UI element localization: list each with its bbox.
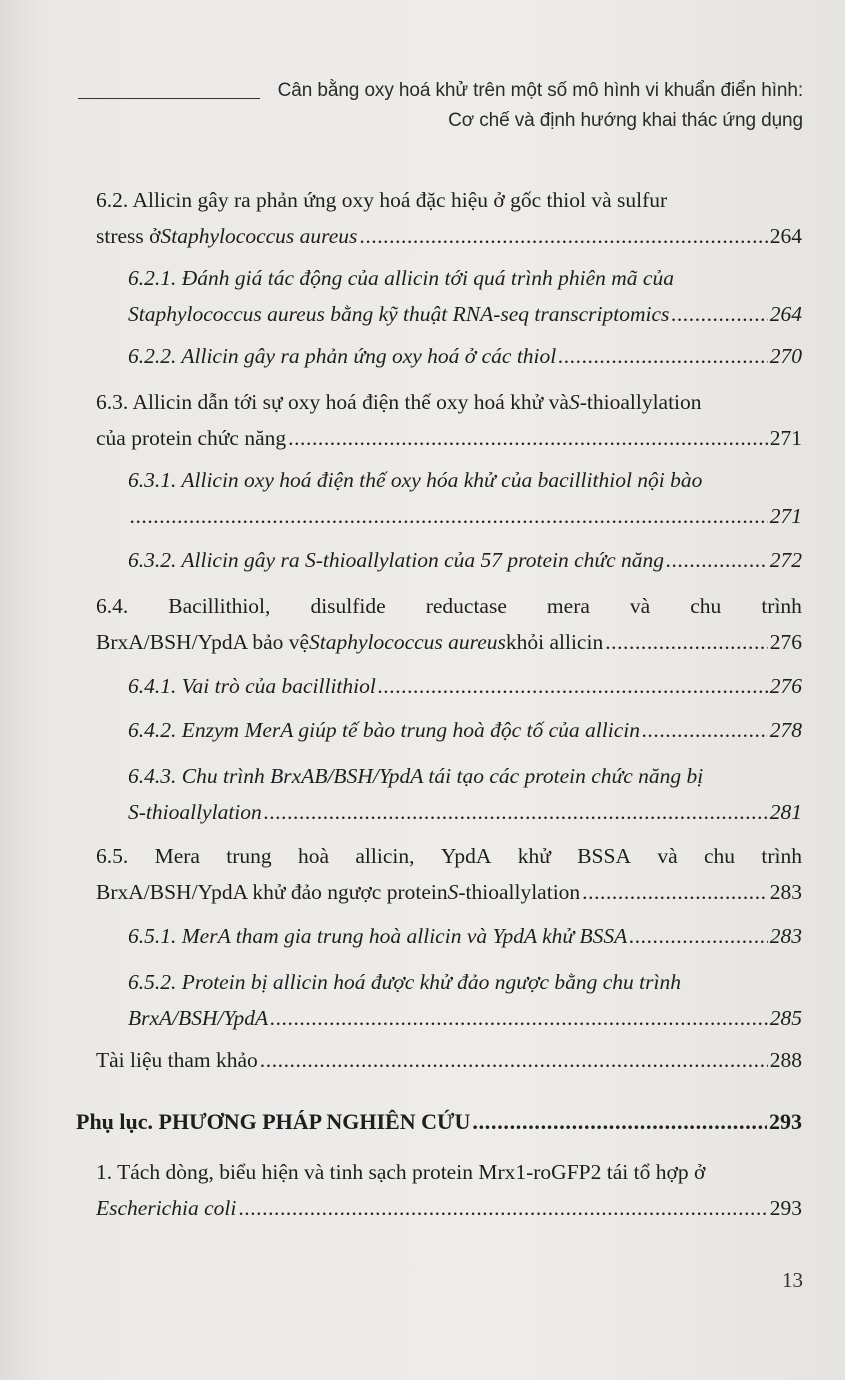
- header-title-line-1: Cân bằng oxy hoá khử trên một số mô hình vi khuẩn điển hình:: [277, 80, 803, 101]
- leader-dots: [264, 794, 768, 830]
- toc-line: [128, 498, 802, 534]
- toc-word: 6.4.: [96, 594, 129, 618]
- toc-line: [128, 1000, 802, 1036]
- toc-line: [128, 794, 802, 830]
- toc-page: 285: [769, 1006, 802, 1030]
- toc-word: chu: [703, 844, 736, 868]
- toc-species: Escherichia coli: [96, 1196, 237, 1220]
- leader-dots: [666, 542, 768, 578]
- toc-entry-appendix-1[interactable]: [96, 1154, 802, 1226]
- toc-entry-6-5[interactable]: [96, 838, 802, 910]
- toc-page: 293: [769, 1109, 802, 1134]
- toc-line: [128, 338, 802, 374]
- toc-page: 283: [769, 924, 802, 948]
- toc-line: [128, 542, 802, 578]
- toc-line: [128, 964, 802, 1000]
- toc-line: [96, 1154, 802, 1190]
- toc-line: [128, 918, 802, 954]
- leader-dots: [605, 624, 768, 660]
- toc-title-tail: khỏi allicin: [505, 630, 604, 654]
- toc-title-tail: -thioallylation: [579, 390, 702, 414]
- toc-page: 264: [769, 302, 802, 326]
- toc-word: Mera: [154, 844, 200, 868]
- toc-title: 6.5.1. MerA tham gia trung hoà allicin và YpdA khử BSSA: [128, 924, 628, 948]
- toc-page: 283: [769, 880, 802, 904]
- leader-dots: [378, 668, 768, 704]
- header-title-line-2: Cơ chế và định hướng khai thác ứng dụng: [448, 110, 803, 131]
- toc-line: [128, 260, 802, 296]
- toc-entry-6-4[interactable]: [96, 588, 802, 660]
- toc-word: 6.5.: [96, 844, 129, 868]
- toc-title-cont: Staphylococcus aureus bằng kỹ thuật RNA-seq transcriptomics: [128, 302, 670, 326]
- toc-entry-references[interactable]: [96, 1042, 802, 1078]
- toc-species: Staphylococcus aureus: [309, 630, 506, 654]
- toc-line: [128, 668, 802, 704]
- toc-entry-6-4-3[interactable]: [128, 758, 802, 830]
- toc-title: 6.3. Allicin dẫn tới sự oxy hoá điện thế oxy hoá khử và: [96, 390, 569, 414]
- toc-page: 264: [769, 224, 802, 248]
- toc-entry-6-3[interactable]: [96, 384, 802, 456]
- toc-word: BSSA: [577, 844, 632, 868]
- toc-word: và: [657, 844, 678, 868]
- toc-word: khử: [517, 844, 551, 868]
- toc-entry-6-3-1[interactable]: [128, 462, 802, 534]
- toc-line: [96, 874, 802, 910]
- toc-line: [96, 1042, 802, 1078]
- leader-dots: [359, 218, 767, 254]
- header-rule: [78, 98, 260, 99]
- toc-title-tail: -thioallylation: [458, 880, 581, 904]
- toc-line: [96, 420, 802, 456]
- toc-entry-6-5-1[interactable]: [128, 918, 802, 954]
- toc-word: mera: [546, 594, 590, 618]
- toc-title: 6.2. Allicin gây ra phản ứng oxy hoá đặc hiệu ở gốc thiol và sulfur: [96, 188, 668, 212]
- toc-line: [96, 624, 802, 660]
- toc-title: 6.2.1. Đánh giá tác động của allicin tới quá trình phiên mã của: [128, 266, 674, 290]
- toc-title: 6.3.1. Allicin oxy hoá điện thế oxy hóa khử của bacillithiol nội bào: [128, 468, 703, 492]
- leader-dots: [472, 1104, 767, 1140]
- toc-entry-6-4-1[interactable]: [128, 668, 802, 704]
- toc-word: Bacillithiol,: [168, 594, 271, 618]
- toc-line: [96, 182, 802, 218]
- toc-entry-6-2-2[interactable]: [128, 338, 802, 374]
- toc-title: 6.4.3. Chu trình BrxAB/BSH/YpdA tái tạo các protein chức năng bị: [128, 764, 704, 788]
- toc-page: 271: [769, 504, 802, 528]
- toc-word: trình: [761, 594, 802, 618]
- toc-page: 281: [769, 800, 802, 824]
- toc-page: 278: [769, 718, 802, 742]
- toc-page: 293: [769, 1196, 802, 1220]
- leader-dots: [671, 296, 767, 332]
- leader-dots: [130, 498, 768, 534]
- toc-title: 6.2.2. Allicin gây ra phản ứng oxy hoá ở các thiol: [128, 344, 557, 368]
- toc-title: 1. Tách dòng, biểu hiện và tinh sạch protein Mrx1-roGFP2 tái tổ hợp ở: [96, 1160, 706, 1184]
- toc-page: 276: [769, 630, 802, 654]
- toc-entry-6-3-2[interactable]: [128, 542, 802, 578]
- leader-dots: [260, 1042, 768, 1078]
- toc-entry-6-2[interactable]: [96, 182, 802, 254]
- toc-title-cont: S-thioallylation: [128, 800, 262, 824]
- toc-line-justified: [96, 588, 802, 624]
- toc-title: 6.5.2. Protein bị allicin hoá được khử đảo ngược bằng chu trình: [128, 970, 681, 994]
- leader-dots: [270, 1000, 768, 1036]
- toc-line: [128, 758, 802, 794]
- toc-title: Tài liệu tham khảo: [96, 1048, 258, 1072]
- toc-line: [96, 1190, 802, 1226]
- toc-species: Staphylococcus aureus: [160, 224, 358, 248]
- toc-title-cont: stress ở: [96, 224, 161, 248]
- toc-page: 270: [769, 344, 802, 368]
- toc-page: 288: [769, 1048, 802, 1072]
- toc-line: [128, 712, 802, 748]
- toc-title-cont: BrxA/BSH/YpdA: [128, 1006, 269, 1030]
- toc-title: 6.3.2. Allicin gây ra S-thioallylation của 57 protein chức năng: [128, 548, 665, 572]
- toc-word: YpdA: [440, 844, 492, 868]
- toc-entry-6-2-1[interactable]: [128, 260, 802, 332]
- toc-word: và: [629, 594, 651, 618]
- toc-title: Phụ lục. PHƯƠNG PHÁP NGHIÊN CỨU: [76, 1109, 471, 1134]
- leader-dots: [642, 712, 768, 748]
- toc-line: [96, 218, 802, 254]
- toc-title-cont: của protein chức năng: [96, 426, 287, 450]
- toc-word: trình: [761, 844, 802, 868]
- toc-title: 6.4.1. Vai trò của bacillithiol: [128, 674, 376, 698]
- toc-line: [128, 296, 802, 332]
- toc-line: [96, 384, 802, 420]
- toc-page: 271: [769, 426, 802, 450]
- toc-word: trung: [226, 844, 272, 868]
- toc-entry-appendix[interactable]: [76, 1104, 802, 1140]
- leader-dots: [558, 338, 767, 374]
- toc-word: hoà: [298, 844, 330, 868]
- toc-word: allicin,: [355, 844, 415, 868]
- leader-dots: [629, 918, 768, 954]
- page-number: 13: [782, 1268, 803, 1292]
- toc-line: [76, 1104, 802, 1140]
- toc-title-cont: BrxA/BSH/YpdA khử đảo ngược protein: [96, 880, 448, 904]
- toc-word: disulfide: [310, 594, 386, 618]
- leader-dots: [288, 420, 768, 456]
- toc-title-s: S: [568, 390, 580, 414]
- toc-page: 272: [769, 548, 802, 572]
- leader-dots: [238, 1190, 767, 1226]
- leader-dots: [582, 874, 768, 910]
- toc-line-justified: [96, 838, 802, 874]
- toc-title-s: S: [447, 880, 459, 904]
- toc-line: [128, 462, 802, 498]
- toc-title: 6.4.2. Enzym MerA giúp tế bào trung hoà độc tố của allicin: [128, 718, 640, 742]
- toc-entry-6-4-2[interactable]: [128, 712, 802, 748]
- toc-title-cont: BrxA/BSH/YpdA bảo vệ: [96, 630, 310, 654]
- toc-entry-6-5-2[interactable]: [128, 964, 802, 1036]
- toc-page: 276: [769, 674, 802, 698]
- toc-word: reductase: [425, 594, 507, 618]
- toc-word: chu: [690, 594, 722, 618]
